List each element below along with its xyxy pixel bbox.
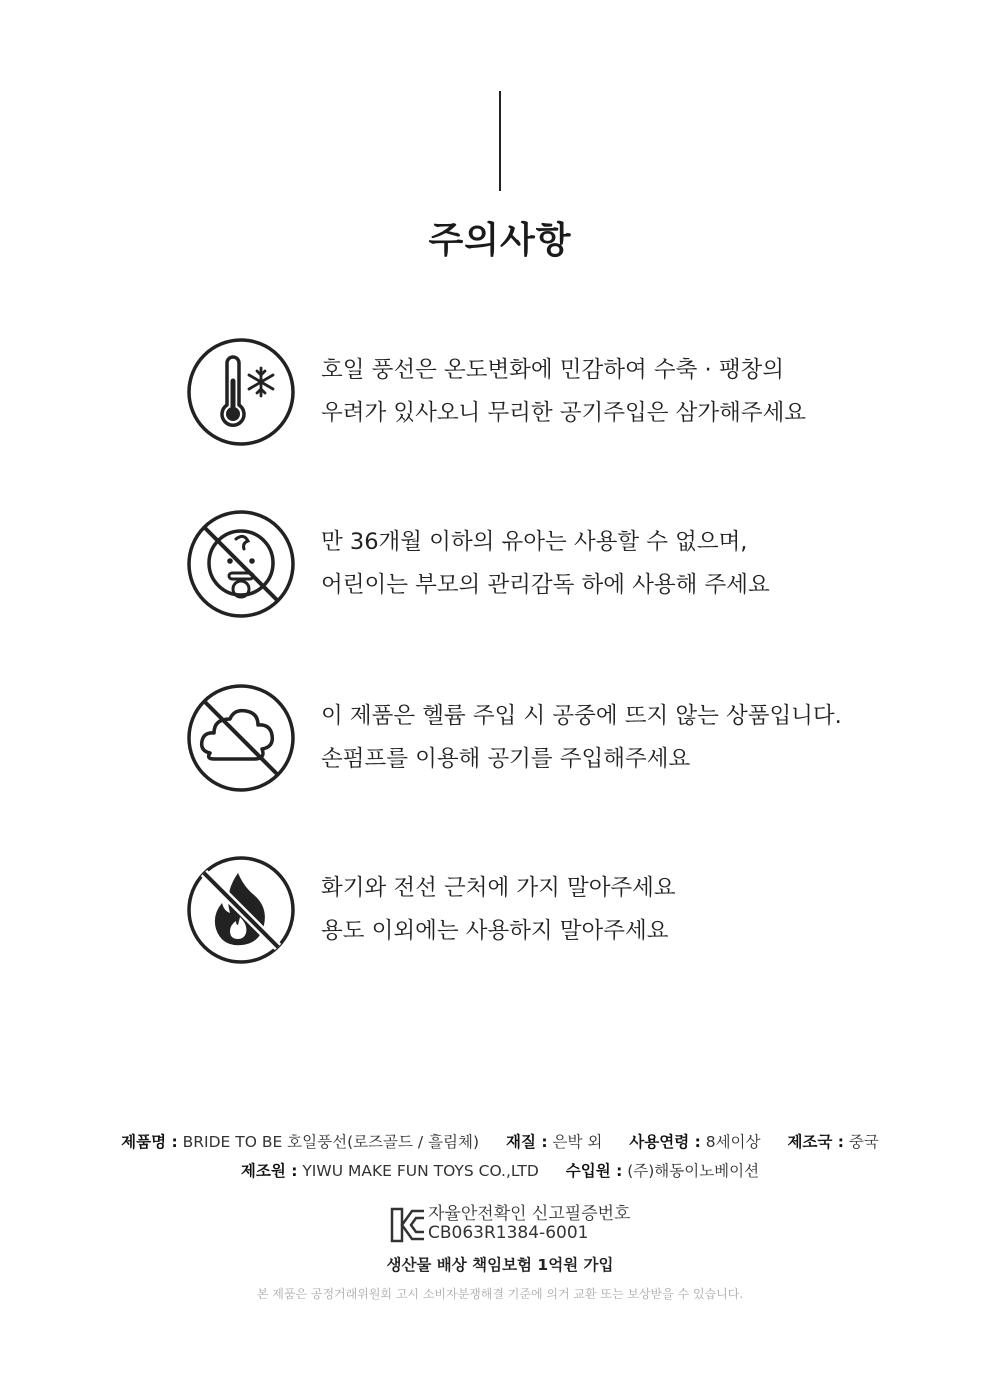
divider-line <box>499 91 501 191</box>
warning-line-1: 화기와 전선 근처에 가지 말아주세요 <box>321 875 676 901</box>
product-name: 제품명 : BRIDE TO BE 호일풍선(로즈골드 / 흘림체) <box>121 1133 480 1151</box>
importer: 수입원 : (주)해동이노베이션 <box>565 1162 760 1180</box>
warning-item-helium <box>186 683 886 795</box>
thermometer-snowflake-icon <box>186 337 296 447</box>
insurance-text: 생산물 배상 책임보험 1억원 가입 <box>386 1256 614 1274</box>
no-cloud-icon <box>186 683 296 793</box>
no-baby-icon <box>186 509 296 619</box>
warning-line-1: 만 36개월 이하의 유아는 사용할 수 없으며, <box>321 529 748 555</box>
product-info-row-1 <box>0 1130 1000 1152</box>
consumer-notice: 본 제품은 공정거래위원회 고시 소비자분쟁해결 기준에 의거 교환 또는 보상받을 수 있습니다. <box>256 1287 744 1301</box>
material: 재질 : 은박 외 <box>506 1133 603 1151</box>
warning-line-2: 어린이는 부모의 관리감독 하에 사용해 주세요 <box>321 572 770 598</box>
warning-line-2: 용도 이외에는 사용하지 말아주세요 <box>321 918 669 944</box>
manufacturer: 제조원 : YIWU MAKE FUN TOYS CO.,LTD <box>240 1162 539 1180</box>
page-title: 주의사항 <box>428 220 572 261</box>
age: 사용연령 : 8세이상 <box>629 1133 761 1151</box>
warning-item-temperature <box>186 337 886 449</box>
product-info-row-2 <box>0 1159 1000 1181</box>
warning-line-1: 호일 풍선은 온도변화에 민감하여 수축 · 팽창의 <box>321 357 785 383</box>
warning-item-fire <box>186 855 886 967</box>
country: 제조국 : 중국 <box>787 1133 879 1151</box>
kc-number: CB063R1384-6001 <box>428 1223 589 1243</box>
kc-mark-icon <box>390 1207 426 1243</box>
no-fire-icon <box>186 855 296 965</box>
warning-line-2: 손펌프를 이용해 공기를 주입해주세요 <box>321 746 691 772</box>
warning-item-age <box>186 509 886 621</box>
warning-line-1: 이 제품은 헬륨 주입 시 공중에 뜨지 않는 상품입니다. <box>321 703 842 729</box>
kc-label: 자율안전확인 신고필증번호 <box>428 1204 631 1224</box>
warning-line-2: 우려가 있사오니 무리한 공기주입은 삼가해주세요 <box>321 400 807 426</box>
